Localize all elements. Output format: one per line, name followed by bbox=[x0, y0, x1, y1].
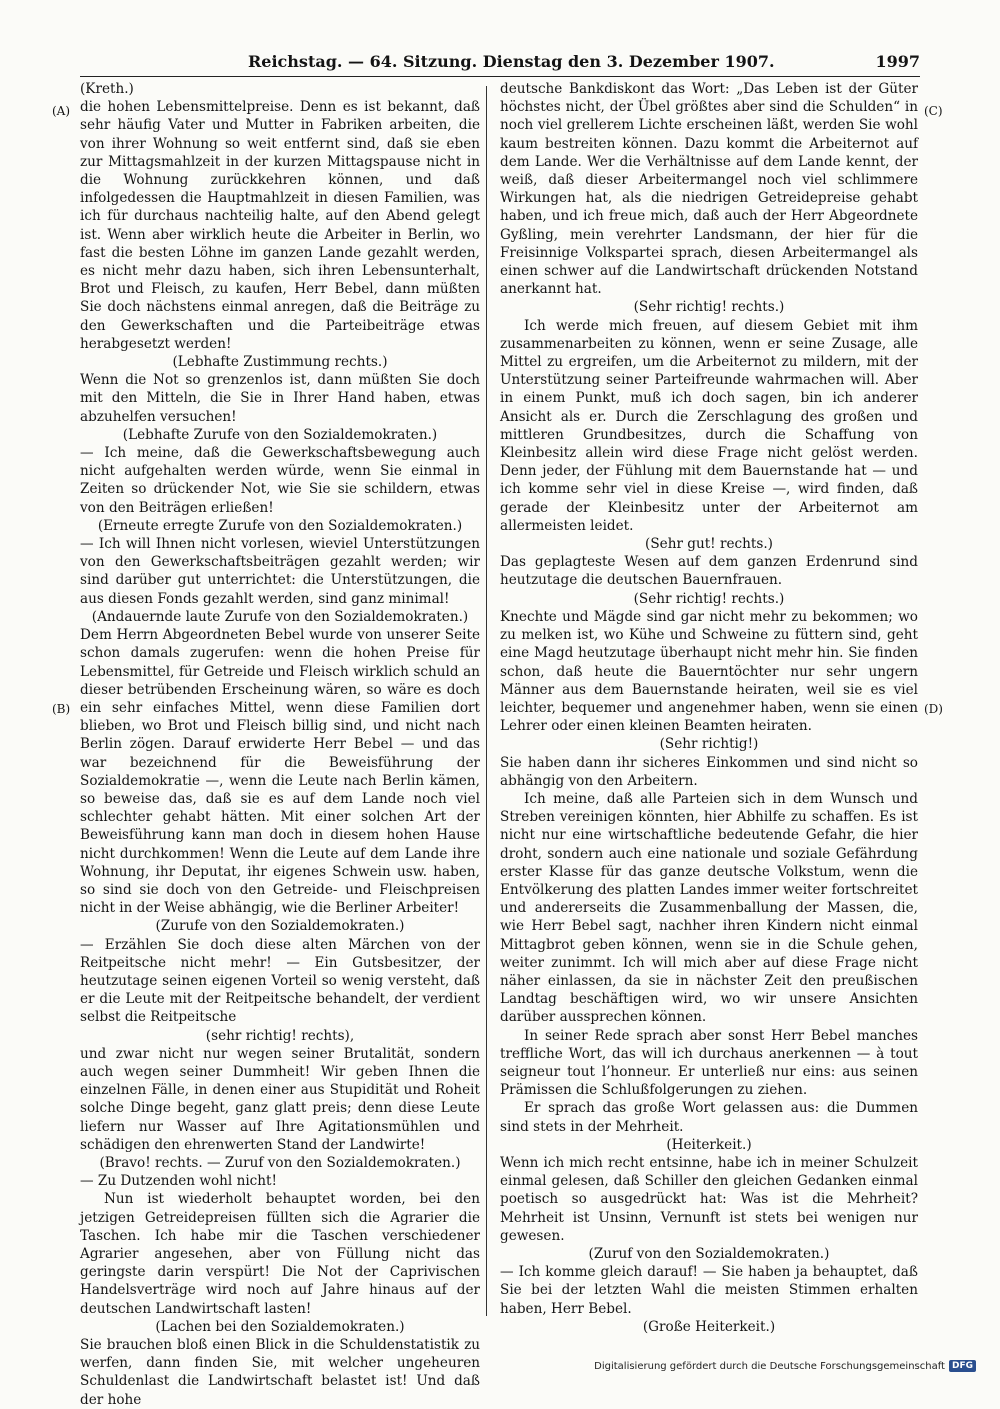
margin-mark-d: (D) bbox=[924, 702, 943, 716]
interjection: (Große Heiterkeit.) bbox=[642, 1318, 776, 1335]
interjection: (sehr richtig! rechts), bbox=[205, 1027, 355, 1044]
paragraph: Ich meine, daß alle Parteien sich in dem Wunsch und Streben vereinigen könnten, hier Abhilfe zu schaffen. Es ist nicht nur eine wirtschaftliche bedeutende Gefahr, die hier droht, sondern auch eine nationale und soziale Gefährdung erster Klasse für das ganze deutsche Volkstum, wenn die Entvölkerung des platten Landes immer weiter fortschreitet und andererseits die Zusammenballung der Massen, die, wie Herr Bebel sagt, nachher ihren Kindern nicht einmal Mittagbrot geben können, wenn sie in die Schule gehen, weiter zunimmt. Ich will mich aber auf diese Frage nicht näher einlassen, da sie in nächster Zeit den preußischen Landtag beschäftigen wird, wo wir unsere Ansichten darüber aussprechen können. bbox=[500, 790, 918, 1026]
paragraph: Ich werde mich freuen, auf diesem Gebiet mit ihm zusammenarbeiten zu können, wenn er seine Zusage, alle Mittel zu ergreifen, um die Arbeiternot zu mildern, mit der Unterstützung seiner Parteifreunde wahrmachen will. Aber in einem Punkt, muß ich doch sagen, bin ich anderer Ansicht als er. Durch die Zerschlagung des großen und mittleren Grundbesitzes, durch die Schaffung von Kleinbesitz allein wird diese Frage nicht gelöst werden. Denn jeder, der Fühlung mit dem Bauernstande hat — und ich komme sehr viel in diese Kreise —, wird finden, daß gerade der Kleinbesitz unter der Arbeiternot am allermeisten leidet. bbox=[500, 317, 918, 534]
digitization-credit bbox=[594, 1360, 976, 1372]
interjection: (Lebhafte Zustimmung rechts.) bbox=[172, 354, 388, 371]
paragraph: Knechte und Mägde sind gar nicht mehr zu bekommen; wo zu melken ist, wo Kühe und Schweine zu füttern sind, geht eine Magd heutzutage überhaupt nicht mehr hin. Sie finden schon, daß heute die Bauerntöchter nur sehr ungern Männer aus dem Bauernstande heiraten, weil sie es viel leichter, bequemer und angenehmer haben, wenn sie einen Lehrer oder einen kleinen Beamten heiraten. bbox=[500, 608, 918, 735]
column-divider bbox=[486, 86, 487, 1316]
running-title: Reichstag. — 64. Sitzung. Dienstag den 3. Dezember 1907. bbox=[248, 52, 775, 71]
interjection: (Lebhafte Zurufe von den Sozialdemokraten.) bbox=[122, 426, 438, 443]
margin-mark-c: (C) bbox=[924, 104, 943, 118]
dfg-logo: DFG bbox=[949, 1360, 976, 1372]
paragraph: Wenn die Not so grenzenlos ist, dann müßten Sie doch mit den Mitteln, die Sie in Ihrer Hand haben, etwas abzuhelfen versuchen! bbox=[80, 372, 480, 425]
interjection: (Erneute erregte Zurufe von den Sozialdemokraten.) bbox=[97, 517, 463, 534]
paragraph: — Ich meine, daß die Gewerkschaftsbewegung auch nicht aufgehalten werden würde, wenn Sie einmal in Zeiten so drückender Not, wie Sie sie schildern, etwas von den Beiträgen erließen! bbox=[80, 445, 480, 516]
paragraph: In seiner Rede sprach aber sonst Herr Bebel manches treffliche Wort, das will ich durchaus anerkennen — à tout seigneur tout l’honneur. Er unterließ nur eins: aus seinen Prämissen die Schlußfolgerungen zu ziehen. bbox=[500, 1027, 918, 1099]
paragraph: die hohen Lebensmittelpreise. Denn es ist bekannt, daß sehr häufig Vater und Mutter in Fabriken arbeiten, die von ihrer Wohnung so weit entfernt sind, daß sie eben zur Mittagsmahlzeit in der kurzen Mittagspause nicht in die Wohnung zurückkehren können, und daß infolgedessen die Hauptmahlzeit in diesen Familien, was ich für durchaus nachteilig halte, auf den Abend gelegt ist. Wenn aber wirklich heute die Arbeiter in Berlin, wo fast die besten Löhne im ganzen Lande gezahlt werden, es nicht mehr dazu haben, sich ihren Lebensunterhalt, Brot und Fleisch, zu kaufen, Herr Bebel, dann müßten Sie doch nächstens einmal anregen, daß die Beiträge zu den Gewerkschaften und die Parteibeiträge etwas herabgesetzt werden! bbox=[80, 99, 480, 352]
interjection: (Sehr richtig!) bbox=[659, 736, 759, 753]
credit-text: Digitalisierung gefördert durch die Deutsche Forschungsgemeinschaft bbox=[594, 1360, 945, 1372]
margin-mark-a: (A) bbox=[52, 104, 71, 118]
paragraph: — Ich komme gleich darauf! — Sie haben ja behauptet, daß Sie bei der letzten Wahl die meisten Stimmen erhalten haben, Herr Bebel. bbox=[500, 1264, 918, 1317]
right-column bbox=[500, 80, 918, 1335]
interjection: (Lachen bei den Sozialdemokraten.) bbox=[155, 1318, 405, 1335]
paragraph: deutsche Bankdiskont das Wort: „Das Leben ist der Güter höchstes nicht, der Übel größtes aber sind die Schulden“ in noch viel grellerem Lichte erscheinen läßt, werden Sie wohl kaum bestreiten können. Dazu kommt die Arbeiternot auf dem Lande. Wer die Verhältnisse auf dem Lande kennt, der weiß, daß dieser Arbeitermangel noch viel schlimmere Wirkungen hat, als die niedrigen Getreidepreise gehabt haben, und ich freue mich, daß auch der Herr Abgeordnete Gyßling, mein verehrter Landsmann, der hier für die Freisinnige Volkspartei sprach, diesen Arbeitermangel als einen schwer auf die Landwirtschaft drückenden Notstand anerkannt hat. bbox=[500, 81, 918, 298]
interjection: (Sehr richtig! rechts.) bbox=[633, 299, 785, 316]
header-rule bbox=[80, 76, 920, 77]
paragraph: Dem Herrn Abgeordneten Bebel wurde von unserer Seite schon damals zugerufen: wenn die hohen Preise für Lebensmittel, für Getreide und Fleisch wirklich schuld an dieser betrübenden Erscheinung wären, so wäre es doch ein sehr einfaches Mittel, wenn diese Familien dort blieben, wo Brot und Fleisch billig sind, und nicht nach Berlin zögen. Darauf erwiderte Herr Bebel — und das war bezeichnend für die Beweisführung der Sozialdemokratie —, wenn die Leute nach Berlin kämen, so beweise das, daß sie es auf dem Lande noch viel schlechter gehabt hätten. Mit einer solchen Art der Beweisführung kann man doch in diesem hohen Hause nicht durchkommen! Wenn die Leute auf dem Lande ihre Wohnung, ihr Deputat, ihr eigenes Schwein usw. haben, so sind sie doch von den Getreide- und Fleischpreisen nicht in der Weise abhängig, wie die Berliner Arbeiter! bbox=[80, 627, 480, 917]
page-header bbox=[80, 52, 920, 76]
interjection: (Zuruf von den Sozialdemokraten.) bbox=[588, 1246, 830, 1262]
speaker-name: (Kreth.) bbox=[80, 81, 134, 97]
paragraph: Er sprach das große Wort gelassen aus: die Dummen sind stets in der Mehrheit. bbox=[500, 1100, 918, 1135]
interjection: (Zurufe von den Sozialdemokraten.) bbox=[155, 918, 405, 935]
interjection: (Heiterkeit.) bbox=[666, 1136, 752, 1153]
paragraph: Sie brauchen bloß einen Blick in die Schuldenstatistik zu werfen, dann finden Sie, mit welcher ungeheuren Schuldenlast die Landwirtschaft belastet ist! Und daß der hohe bbox=[80, 1337, 480, 1408]
paragraph: Nun ist wiederholt behauptet worden, bei den jetzigen Getreidepreisen füllten sich die Agrarier die Taschen. Ich habe mir die Taschen verschiedener Agrarier angesehen, aber von Füllung nicht das geringste darin verspürt! Die Not der Caprivischen Handelsverträge wird noch auf Jahre hinaus auf der deutschen Landwirtschaft lasten! bbox=[80, 1191, 480, 1317]
margin-mark-b: (B) bbox=[52, 702, 71, 716]
paragraph: und zwar nicht nur wegen seiner Brutalität, sondern auch wegen seiner Dummheit! Wir geben Ihnen die einzelnen Fälle, in denen einer aus Stupidität und Roheit solche Dinge begeht, ganz glatt preis; denn diese Leute liefern nur Wasser auf Ihre Agitationsmühlen und schädigen den ehrenwerten Stand der Landwirte! bbox=[80, 1045, 480, 1153]
paragraph: Sie haben dann ihr sicheres Einkommen und sind nicht so abhängig von den Arbeitern. bbox=[500, 754, 918, 789]
paragraph: — Zu Dutzenden wohl nicht! bbox=[80, 1173, 277, 1190]
left-column bbox=[80, 80, 480, 1408]
paragraph: Wenn ich mich recht entsinne, habe ich in meiner Schulzeit einmal gelesen, daß Schiller den gleichen Gedanken einmal poetisch so ausgedrückt hat: Was ist die Mehrheit? Mehrheit ist Unsinn, Vernunft ist stets bei wenigen nur gewesen. bbox=[500, 1154, 918, 1244]
paragraph: — Ich will Ihnen nicht vorlesen, wieviel Unterstützungen von den Gewerkschaftsbeiträgen gezahlt werden; wir sind darüber gut unterrichtet: die Unterstützungen, die aus diesen Fonds gezahlt werden, sind ganz minimal! bbox=[80, 536, 480, 607]
interjection: (Andauernde laute Zurufe von den Sozialdemokraten.) bbox=[91, 608, 469, 625]
page-number: 1997 bbox=[875, 52, 920, 71]
interjection: (Sehr gut! rechts.) bbox=[645, 536, 773, 553]
interjection: (Sehr richtig! rechts.) bbox=[633, 590, 785, 607]
paragraph: — Erzählen Sie doch diese alten Märchen von der Reitpeitsche nicht mehr! — Ein Gutsbesitzer, der heutzutage seinen eigenen Vorteil so wenig versteht, daß er die Leute mit der Reitpeitsche behandelt, der verdient selbst die Reitpeitsche bbox=[80, 936, 480, 1026]
interjection: (Bravo! rechts. — Zuruf von den Sozialdemokraten.) bbox=[99, 1154, 461, 1171]
paragraph: Das geplagteste Wesen auf dem ganzen Erdenrund sind heutzutage die deutschen Bauernfrauen. bbox=[500, 554, 918, 589]
